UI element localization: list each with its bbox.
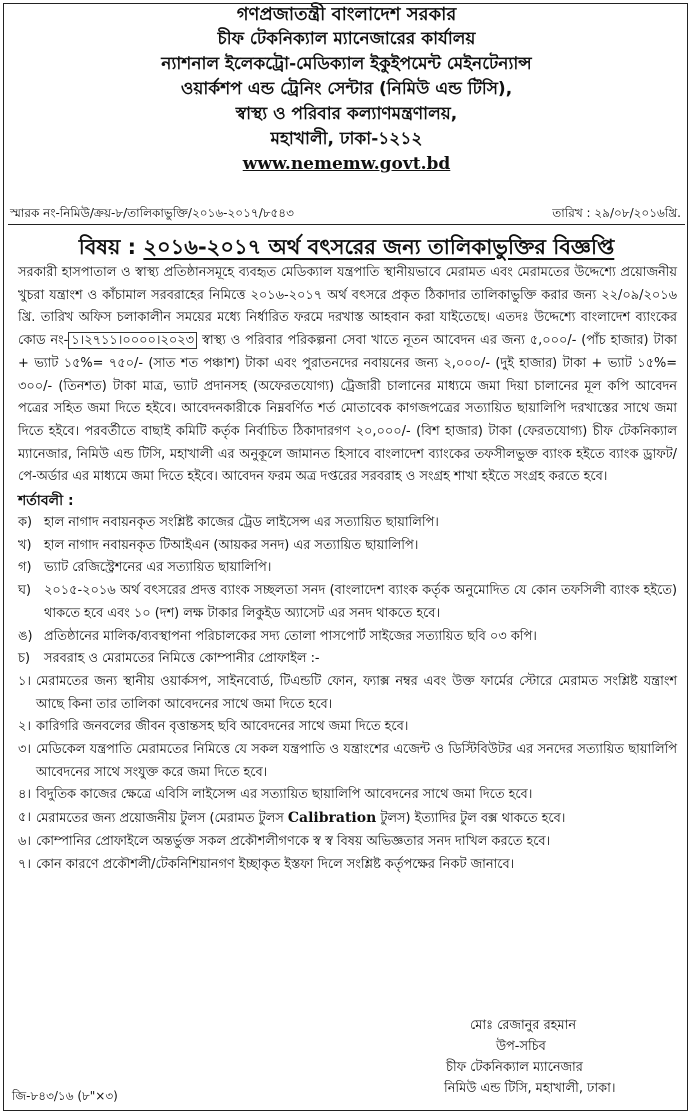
item-text: প্রতিষ্ঠানের মালিক/ব্যবস্থাপনা পরিচালকের সদ্য তোলা পাসপোর্ট সাইজের সত্যায়িত ছবি ০৩ কপি। — [44, 628, 537, 644]
institute-name-line2: ওয়ার্কশপ এন্ড ট্রেনিং সেন্টার (নিমিউ এন্ড টিসি), — [180, 79, 513, 99]
list-item — [18, 831, 677, 854]
website-link[interactable]: www.nememw.govt.bd — [242, 154, 451, 174]
profile-requirements-list — [18, 671, 677, 876]
item-marker: ঙ) — [18, 628, 33, 644]
bank-code: ১।২৭১১।০০০০।২০২৩ — [68, 332, 197, 349]
terms-list — [18, 512, 677, 671]
item-marker: ৪। — [18, 787, 31, 803]
ministry-name: স্বাস্থ্য ও পরিবার কল্যাণমন্ত্রণালয়, — [235, 104, 458, 124]
item-text: হাল নাগাদ নবায়নকৃত টিআইএন (আয়কর সনদ) এর সত্যায়িত ছায়ালিপি। — [44, 537, 419, 553]
list-item — [18, 784, 677, 807]
item-marker: ৬। — [18, 833, 31, 849]
list-item — [18, 739, 677, 784]
government-name: গণপ্রজাতন্ত্রী বাংলাদেশ সরকার — [236, 4, 457, 25]
issue-date: তারিখ : ২৯/০৮/২০১৬খ্রি. — [552, 206, 681, 220]
item-text — [36, 807, 677, 831]
item-marker: খ) — [18, 537, 32, 553]
office-name: চীফ টেকনিক্যাল ম্যানেজারের কার্যালয় — [217, 29, 476, 49]
item-text: ভ্যাট রেজিস্ট্রেশনের এর সত্যায়িত ছায়ালিপি। — [44, 560, 272, 576]
signatory-location: নিমিউ এন্ড টিসি, মহাখালী, ঢাকা। — [444, 1081, 616, 1096]
item-marker: ৫। — [18, 810, 31, 826]
item-text: কোম্পানির প্রোফাইলে অন্তর্ভুক্ত সকল প্রকৌশলীগণকে স্ব স্ব বিষয় অভিজ্ঞতার সনদ দাখিল করতে হবে। — [36, 833, 551, 849]
item-marker: ১। — [18, 673, 31, 689]
notice-body — [18, 262, 677, 876]
item-marker: ৩। — [18, 742, 31, 758]
paragraph-part-1: সরকারী হাসপাতাল ও স্বাস্থ্য প্রতিষ্ঠানসমূহে ব্যবহৃত মেডিক্যাল যন্ত্রপাতি স্থানীয়ভাবে মেরামত এবং মেরামতের উদ্দেশ্যে প্রয়োজনীয় খুচরা যন্ত্রাংশ ও কাঁচামাল সরবরাহের নিমিত্তে ২০১৬-২০১৭ অর্থ বৎসরে প্রকৃত ঠিকাদার তালিকাভুক্তি করার জন্য ২২/০৯/২০১৬ খ্রি. তারিখ অফিস চলাকালীন সময়ের মধ্যে নির্ধারিত ফরমে দরখাস্ত আহবান করা যাইতেছে। এতদঃ উদ্দেশ্যে বাংলাদেশ ব্যাংকের কোড নং- — [18, 265, 677, 349]
calibration-term: Calibration — [287, 810, 377, 827]
item-marker: ৭। — [18, 856, 31, 872]
main-paragraph — [18, 262, 677, 489]
institute-name-line1: ন্যাশনাল ইলেকট্রো-মেডিক্যাল ইকুইপমেন্ট মেইনটেন্যান্স — [161, 54, 532, 74]
item-text: মেডিকেল যন্ত্রপাতি মেরামতের নিমিত্তে যে সকল যন্ত্রপাতি ও যন্ত্রাংশের এজেন্ট ও ডিস্টিবিউটর এর সনদের সত্যায়িত ছায়ালিপি আবেদনের সাথে সংযুক্ত করে জমা দিতে হবে। — [36, 742, 677, 780]
list-item — [18, 535, 677, 558]
paragraph-part-2: স্বাস্থ্য ও পরিবার পরিকল্পনা সেবা খাতে নূতন আবেদন এর জন্য ৫,০০০/- (পাঁচ হাজার) টাকা + ভ্যাট ১৫%= ৭৫০/- (সাত শত পঞ্চাশ) টাকা এবং পুরাতনদের নবায়নের জন্য ২,০০০/- (দুই হাজার) টাকা + ভ্যাট ১৫%= ৩০০/- (তিনশত) টাকা মাত্র, ভ্যাট প্রদানসহ (অফেরতযোগ্য) ট্রেজারী চালানের মাধ্যমে জমা দিয়া চালানের মূল কপি আবেদন পত্রের সহিত জমা দিতে হইবে। আবেদনকারীকে নিম্নবর্ণিত শর্ত মোতাবেক কাগজপত্রের সত্যায়িত ছায়ালিপি দরখাস্তের সাথে জমা দিতে হইবে। পরবর্তীতে বাছাই কমিটি কর্তৃক নির্বাচিত ঠিকাদারগণ ২০,০০০/- (বিশ হাজার) টাকা (ফেরতযোগ্য) চীফ টেকনিক্যাল ম্যানেজার, নিমিউ এন্ড টিসি, মহাখালী এর অনুকূলে জামানত হিসাবে বাংলাদেশ ব্যাংকের তফসীলভুক্ত ব্যাংক হইতে ব্যাংক ড্রাফট/পে-অর্ডার এর মাধ্যমে জমা দিতে হইবে। আবেদন ফরম অত্র দপ্তরের সরবরাহ ও সংগ্রহ শাখা হইতে সংগ্রহ করতে হবে। — [18, 333, 678, 485]
list-item — [18, 557, 677, 580]
item-marker: গ) — [18, 560, 32, 576]
item-text: কারিগরি জনবলের জীবন বৃত্তান্তসহ ছবি আবেদনের সাথে জমা দিতে হবে। — [36, 719, 409, 735]
item-text: সরবরাহ ও মেরামতের নিমিত্তে কোম্পানীর প্রোফাইল :- — [44, 651, 320, 667]
item-text-after: টুলস) ইত্যাদির টুল বক্স থাকতে হবে। — [376, 811, 566, 827]
list-item — [18, 671, 677, 716]
signatory-name: মোঃ রেজানুর রহমান — [470, 1018, 577, 1033]
reference-row — [0, 203, 693, 223]
list-item — [18, 512, 677, 535]
item-text-before: মেরামতের জন্য প্রয়োজনীয় টুলস (মেরামত টুলস — [36, 811, 288, 827]
subject-text: ২০১৬-২০১৭ অর্থ বৎসরের জন্য তালিকাভুক্তির বিজ্ঞপ্তি — [143, 235, 615, 259]
item-marker: ঘ) — [18, 583, 31, 599]
signatory-office: চীফ টেকনিক্যাল ম্যানেজার — [446, 1060, 583, 1075]
item-text: মেরামতের জন্য স্থানীয় ওয়ার্কসপ, সাইনবোর্ড, টিএন্ডটি ফোন, ফ্যাক্স নম্বর এবং উক্ত ফার্মের স্টোরে মেরামত সংশ্লিষ্ট যন্ত্রাংশ আছে কিনা তার তালিকা আবেদনের সাথে জমা দিতে হবে। — [36, 673, 677, 712]
signatory-title: উপ-সচিব — [496, 1039, 546, 1054]
subject-heading — [6, 231, 687, 266]
list-item — [18, 648, 677, 671]
terms-title: শর্তাবলী : — [18, 493, 74, 510]
item-marker: ক) — [18, 515, 33, 531]
list-item — [18, 807, 677, 831]
print-code: জি-৮৪৩/১৬ (৮"×৩) — [12, 1089, 118, 1103]
subject-label: বিষয় : — [78, 235, 137, 259]
memo-number: স্মারক নং-নিমিউ/ক্রয়-৮/তালিকাভুক্তি/২০১৬-২০১৭/৮৫৪৩ — [10, 206, 294, 220]
address: মহাখালী, ঢাকা-১২১২ — [270, 129, 423, 149]
item-text: হাল নাগাদ নবায়নকৃত সংশ্লিষ্ট কাজের ট্রেড লাইসেন্স এর সত্যায়িত ছায়ালিপি। — [44, 515, 439, 531]
item-marker: চ) — [18, 651, 30, 667]
list-item — [18, 580, 677, 625]
item-marker: ২। — [18, 719, 31, 735]
signature-block — [438, 1015, 615, 1099]
item-text: ২০১৫-২০১৬ অর্থ বৎসরের প্রদত্ত ব্যাংক সচ্ছলতা সনদ (বাংলাদেশ ব্যাংক কর্তৃক অনুমোদিত যে কোন তফসিলী ব্যাংক হইতে) থাকতে হবে এবং ১০ (দশ) লক্ষ টাকার লিকুইড অ্যাসেট এর সনদ থাকতে হবে। — [44, 583, 677, 621]
list-item — [18, 854, 677, 877]
item-text: কোন কারণে প্রকৌশলী/টেকনিশিয়ানগণ ইচ্ছাকৃত ইস্তফা দিলে সংশ্লিষ্ট কর্তৃপক্ষের নিকট জানাবে। — [36, 856, 515, 872]
item-text: বিদুতিক কাজের ক্ষেত্রে এবিসি লাইসেন্স এর সত্যায়িত ছায়ালিপি আবেদনের সাথে জমা দিতে হবে। — [36, 787, 533, 803]
list-item — [18, 626, 677, 649]
list-item — [18, 716, 677, 739]
